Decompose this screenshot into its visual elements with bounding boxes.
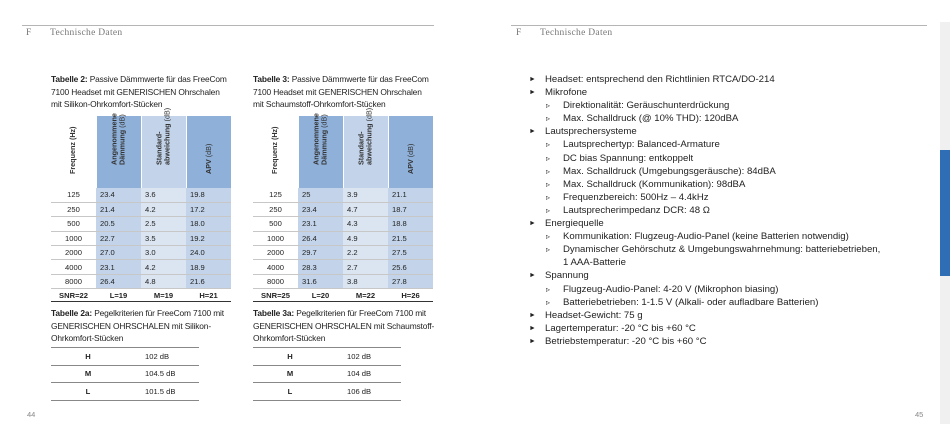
table-cell: 18.0 <box>186 217 231 231</box>
spec-item <box>529 86 880 99</box>
spec-sub <box>529 178 880 191</box>
sub-bullet-icon: ▹ <box>546 297 551 307</box>
spec-text: Flugzeug-Audio-Panel: 4-20 V (Mikrophon biasing) <box>563 283 779 295</box>
snr-cell: M=22 <box>343 289 388 302</box>
table-cell: 500 <box>51 217 96 231</box>
sub-bullet-icon: ▹ <box>546 205 551 215</box>
sub-bullet-icon: ▹ <box>546 140 551 150</box>
spec-sub <box>529 191 880 204</box>
header-line: Frequenz (Hz) <box>270 126 280 174</box>
header-line: Standard- <box>154 131 164 166</box>
header-line: Angenommene <box>109 113 119 166</box>
header-unit: (dB) <box>364 108 374 122</box>
table-cell: 2.7 <box>343 260 388 274</box>
header-line: Angenommene <box>311 113 321 166</box>
table-cell: 18.8 <box>388 217 433 231</box>
table-cell: 19.8 <box>186 188 231 202</box>
table-cell: 18.9 <box>186 260 231 274</box>
snr-cell: SNR=25 <box>253 289 298 302</box>
column-header <box>298 113 343 188</box>
table2-caption: Tabelle 2: Passive Dämmwerte für das FreeCom 7100 Headset mit GENERISCHEN Ohrschalen mit Silikon-Ohrkomfort-Stücken <box>51 74 227 109</box>
header-unit: (dB) <box>117 114 127 129</box>
table-row <box>51 274 231 288</box>
section-title: Technische Daten <box>50 28 123 38</box>
table-cell: 3.9 <box>343 188 388 202</box>
level-label: M <box>51 365 125 383</box>
table-cell: 21.6 <box>186 274 231 288</box>
bullet-icon: ► <box>529 324 536 332</box>
sub-bullet-icon: ▹ <box>546 101 551 111</box>
table-row <box>253 274 433 288</box>
table2-damping <box>51 108 232 302</box>
table-cell: 25.6 <box>388 260 433 274</box>
level-value: 106 dB <box>327 383 401 401</box>
header-unit: (dB) <box>203 143 213 157</box>
table2a-caption: Tabelle 2a: Pegelkriterien für FreeCom 7100 mit GENERISCHEN OHRSCHALEN mit Silikon- Ohrkomfort-Stücken <box>51 308 224 343</box>
bullet-icon: ► <box>529 272 536 280</box>
table-cell: 3.5 <box>141 231 186 245</box>
sub-bullet-icon: ▹ <box>546 179 551 189</box>
spec-list <box>529 73 880 348</box>
table-cell: 23.4 <box>298 202 343 216</box>
level-value: 104.5 dB <box>125 365 199 383</box>
column-header <box>253 116 298 188</box>
table-row <box>51 260 231 274</box>
sub-bullet-icon: ▹ <box>546 114 551 124</box>
spec-text: Mikrofone <box>545 87 588 99</box>
table-row <box>253 188 433 202</box>
column-header <box>343 108 388 188</box>
column-header <box>96 113 141 188</box>
section-title: Technische Daten <box>540 28 613 38</box>
bullet-icon: ► <box>529 89 536 97</box>
table-cell: 18.7 <box>388 202 433 216</box>
level-label: L <box>253 383 327 401</box>
spec-sub <box>529 296 880 309</box>
table-cell: 29.7 <box>298 246 343 260</box>
table-row <box>51 217 231 231</box>
table-cell: 27.5 <box>388 246 433 260</box>
right-page <box>475 0 950 424</box>
spec-item <box>529 335 880 348</box>
spec-sub <box>529 230 880 243</box>
table-row <box>253 365 401 383</box>
header-line: abweichung <box>162 123 172 166</box>
table-row <box>253 348 401 366</box>
header-rule <box>22 25 434 26</box>
table-row <box>253 217 433 231</box>
column-header-label <box>204 143 212 173</box>
level-label: L <box>51 383 125 401</box>
spec-text: Lautsprechertyp: Balanced-Armature <box>563 139 720 151</box>
spec-text: Headset: entsprechend den Richtlinien RTCA/DO-214 <box>545 74 775 85</box>
table-cell: 26.4 <box>96 274 141 288</box>
header-unit: (dB) <box>405 143 415 157</box>
snr-row <box>253 289 433 302</box>
spec-text: Energiequelle <box>545 218 604 230</box>
table-cell: 4.8 <box>141 274 186 288</box>
page-number-right: 45 <box>915 410 924 419</box>
table-row <box>253 260 433 274</box>
table-cell: 19.2 <box>186 231 231 245</box>
column-header-label <box>312 113 329 165</box>
table-row <box>51 202 231 216</box>
page-number-left: 44 <box>27 410 36 419</box>
table-row <box>51 348 199 366</box>
spec-sub <box>529 112 880 125</box>
header-unit: (dB) <box>162 108 172 122</box>
table-row <box>253 202 433 216</box>
spec-sub <box>529 243 880 256</box>
table-cell: 23.1 <box>96 260 141 274</box>
table-row <box>51 246 231 260</box>
table-cell: 1000 <box>51 231 96 245</box>
header-line: Frequenz (Hz) <box>68 126 78 174</box>
spec-sub <box>529 204 880 217</box>
level-label: H <box>51 348 125 366</box>
table-cell: 22.7 <box>96 231 141 245</box>
spec-text: Betriebstemperatur: -20 °C bis +60 °C <box>545 335 707 347</box>
snr-cell: L=20 <box>298 289 343 302</box>
spec-item <box>529 73 880 86</box>
table3-damping <box>253 108 434 302</box>
level-value: 101.5 dB <box>125 383 199 401</box>
sub-bullet-icon: ▹ <box>546 166 551 176</box>
bullet-icon: ► <box>529 337 536 345</box>
table-cell: 27.0 <box>96 246 141 260</box>
table-cell: 4.3 <box>343 217 388 231</box>
bullet-icon: ► <box>529 128 536 136</box>
table-cell: 8000 <box>51 274 96 288</box>
header-rule <box>511 25 927 26</box>
level-value: 102 dB <box>327 348 401 366</box>
table-cell: 125 <box>253 188 298 202</box>
spec-item <box>529 322 880 335</box>
section-letter: F <box>26 28 32 38</box>
bullet-icon: ► <box>529 76 536 83</box>
table-cell: 25 <box>298 188 343 202</box>
snr-cell: M=19 <box>141 289 186 302</box>
header-line: Standard- <box>356 131 366 166</box>
table-cell: 250 <box>51 202 96 216</box>
table-cell: 27.8 <box>388 274 433 288</box>
spec-text: Direktionalität: Geräuschunterdrückung <box>563 100 730 112</box>
spec-text: Max. Schalldruck (@ 10% THD): 120dBA <box>563 113 739 125</box>
level-value: 104 dB <box>327 365 401 383</box>
spec-cont <box>529 256 880 269</box>
chapter-tab <box>940 150 950 276</box>
column-header-label <box>110 113 127 165</box>
table-cell: 2.2 <box>343 246 388 260</box>
table-cell: 3.8 <box>343 274 388 288</box>
column-header-label <box>357 108 374 165</box>
header-unit: (dB) <box>319 114 329 129</box>
table-cell: 4.2 <box>141 202 186 216</box>
table-cell: 125 <box>51 188 96 202</box>
table-row <box>51 383 199 401</box>
table-cell: 26.4 <box>298 231 343 245</box>
sub-bullet-icon: ▹ <box>546 192 551 202</box>
spec-text: Lagertemperatur: -20 °C bis +60 °C <box>545 322 696 334</box>
snr-cell: SNR=22 <box>51 289 96 302</box>
spec-item <box>529 309 880 322</box>
snr-cell: H=26 <box>388 289 433 302</box>
table-cell: 28.3 <box>298 260 343 274</box>
table-cell: 4000 <box>253 260 298 274</box>
spec-item <box>529 125 880 138</box>
spec-sub <box>529 165 880 178</box>
sub-bullet-icon: ▹ <box>546 232 551 242</box>
snr-row <box>51 289 231 302</box>
spec-item <box>529 269 880 282</box>
table-cell: 500 <box>253 217 298 231</box>
table3a-caption: Tabelle 3a: Pegelkriterien für FreeCom 7100 mit GENERISCHEN OHRSCHALEN mit Schaumstoff- Ohrkomfort-Stücken <box>253 308 435 343</box>
table2a-levels <box>51 347 199 401</box>
table-row <box>253 246 433 260</box>
table-cell: 8000 <box>253 274 298 288</box>
table-header-row <box>253 116 433 188</box>
sub-bullet-icon: ▹ <box>546 245 551 255</box>
table3-caption: Tabelle 3: Passive Dämmwerte für das FreeCom 7100 Headset mit GENERISCHEN Ohrschalen mit Schaumstoff-Ohrkomfort-Stücken <box>253 74 429 109</box>
table-cell: 24.0 <box>186 246 231 260</box>
spec-text: Max. Schalldruck (Kommunikation): 98dBA <box>563 178 746 190</box>
header-line: APV <box>405 158 415 174</box>
column-header <box>388 116 433 188</box>
table-cell: 4.9 <box>343 231 388 245</box>
table-cell: 20.5 <box>96 217 141 231</box>
table-cell: 2.5 <box>141 217 186 231</box>
spec-text: Batteriebetrieben: 1-1.5 V (Alkali- oder aufladbare Batterien) <box>563 296 819 308</box>
table-cell: 3.6 <box>141 188 186 202</box>
table-cell: 2000 <box>51 246 96 260</box>
spec-sub <box>529 152 880 165</box>
header-line: Dämmung <box>319 130 329 166</box>
spec-text: Spannung <box>545 270 589 282</box>
column-header <box>186 116 231 188</box>
column-header-label <box>69 126 77 174</box>
table-cell: 3.0 <box>141 246 186 260</box>
snr-cell: L=19 <box>96 289 141 302</box>
spec-text: Lautsprecherimpedanz DCR: 48 Ω <box>563 204 710 216</box>
table-cell: 17.2 <box>186 202 231 216</box>
header-line: abweichung <box>364 123 374 166</box>
header-line: Dämmung <box>117 130 127 166</box>
table-row <box>51 231 231 245</box>
table-cell: 21.4 <box>96 202 141 216</box>
column-header-label <box>406 143 414 173</box>
table-header-row <box>51 116 231 188</box>
table-row <box>51 188 231 202</box>
table-cell: 21.1 <box>388 188 433 202</box>
table-cell: 23.4 <box>96 188 141 202</box>
column-header-label <box>271 126 279 174</box>
table-row <box>51 365 199 383</box>
table-cell: 250 <box>253 202 298 216</box>
spec-text: Frequenzbereich: 500Hz – 4.4kHz <box>563 191 709 203</box>
table-cell: 1000 <box>253 231 298 245</box>
table-cell: 4000 <box>51 260 96 274</box>
sub-bullet-icon: ▹ <box>546 153 551 163</box>
table3a-levels <box>253 347 401 401</box>
level-label: M <box>253 365 327 383</box>
table-row <box>253 231 433 245</box>
sub-bullet-icon: ▹ <box>546 284 551 294</box>
snr-cell: H=21 <box>186 289 231 302</box>
table-cell: 21.5 <box>388 231 433 245</box>
column-header <box>141 108 186 188</box>
table-row <box>253 383 401 401</box>
spec-text: Headset-Gewicht: 75 g <box>545 309 643 321</box>
column-header-label <box>155 108 172 165</box>
spec-text: DC bias Spannung: entkoppelt <box>563 152 694 164</box>
spec-text: Dynamischer Gehörschutz & Umgebungswahrnehmung: batteriebetrieben, <box>563 244 881 256</box>
spec-text: Kommunikation: Flugzeug-Audio-Panel (keine Batterien notwendig) <box>563 231 849 243</box>
table-cell: 4.2 <box>141 260 186 274</box>
table-cell: 23.1 <box>298 217 343 231</box>
spec-sub <box>529 138 880 151</box>
header-line: APV <box>203 158 213 174</box>
spec-text: Lautsprechersysteme <box>545 126 637 138</box>
spec-sub <box>529 283 880 296</box>
table-cell: 31.6 <box>298 274 343 288</box>
level-value: 102 dB <box>125 348 199 366</box>
level-label: H <box>253 348 327 366</box>
spec-item <box>529 217 880 230</box>
table-cell: 2000 <box>253 246 298 260</box>
section-letter: F <box>516 28 522 38</box>
column-header <box>51 116 96 188</box>
spec-text: Max. Schalldruck (Umgebungsgeräusche): 84dBA <box>563 165 776 177</box>
bullet-icon: ► <box>529 220 536 228</box>
table-cell: 4.7 <box>343 202 388 216</box>
spec-sub <box>529 99 880 112</box>
spec-text: 1 AAA-Batterie <box>563 257 626 269</box>
bullet-icon: ► <box>529 311 536 319</box>
